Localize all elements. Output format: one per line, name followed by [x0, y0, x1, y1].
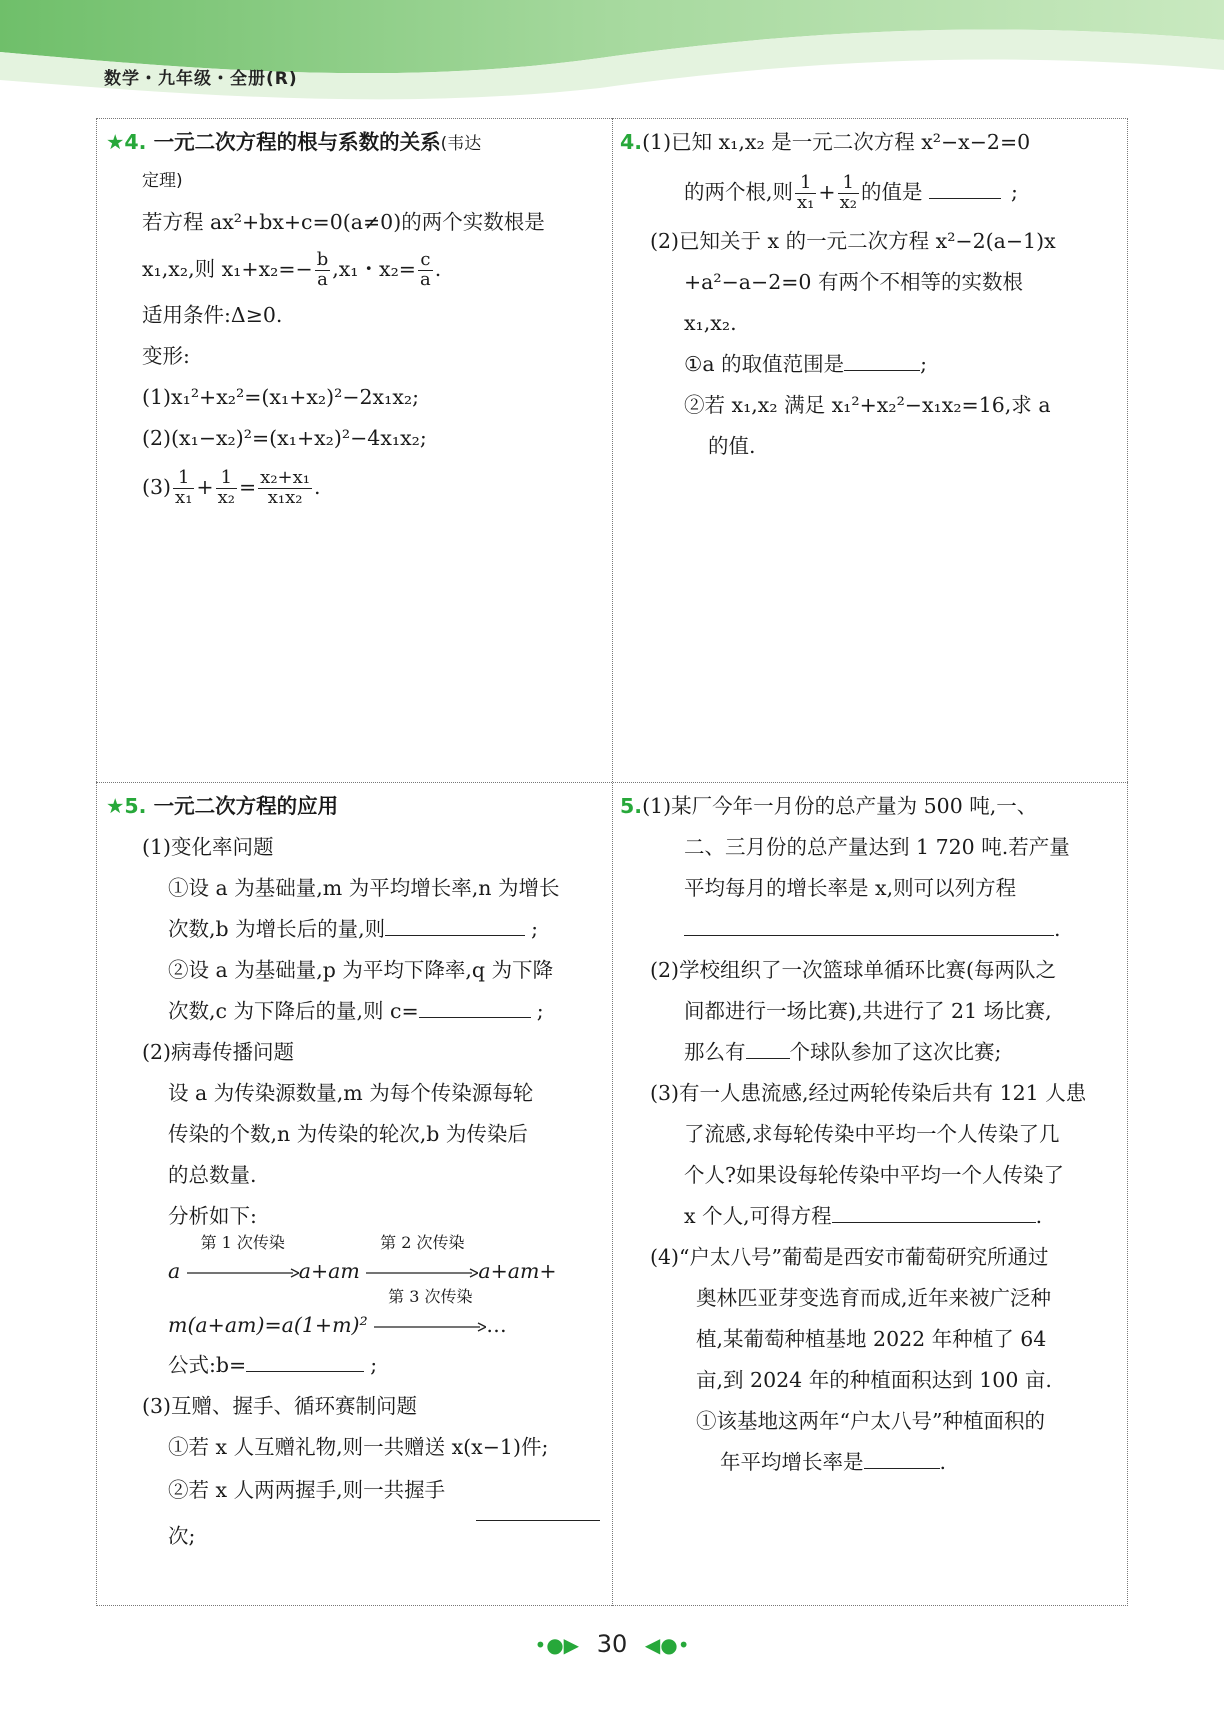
left-bottom-cell: [106, 786, 606, 1560]
exercise-5-q4-line4: 亩,到 2024 年的种植面积达到 100 亩.: [696, 1368, 1052, 1392]
answer-blank[interactable]: [419, 991, 531, 1018]
exercise-5-q1-line1: 5.(1)某厂今年一月份的总产量为 500 吨,一、: [620, 794, 1038, 818]
exercise-5-q2-line1: (2)学校组织了一次篮球单循环比赛(每两队之: [650, 958, 1057, 982]
fraction-c-over-a: $\frac{c}{a}$: [420, 249, 431, 290]
transform-3: (3) $\frac{1}{\text{x₁}}$ + $\frac{1}{\text{x₂}}$ = $\frac{\text{x₂+x₁}}{\text{x₁x₂}}$ .: [142, 467, 321, 508]
spread-arrow-1: 第 1 次传染: [187, 1251, 299, 1291]
theorem-line-1: 若方程 ax²+bx+c=0(a≠0)的两个实数根是: [142, 210, 545, 234]
exercise-5-q3-line1: (3)有一人患流感,经过两轮传染后共有 121 人患: [650, 1081, 1087, 1105]
virus-line1: 设 a 为传染源数量,m 为每个传染源每轮: [168, 1081, 534, 1105]
exercise-5-q4-line3: 植,某葡萄种植基地 2022 年种植了 64: [696, 1327, 1047, 1351]
answer-blank[interactable]: [844, 344, 920, 371]
exercise-5-q4-i-cont: 年平均增长率是 .: [620, 1442, 1125, 1483]
gift-line: ①若 x 人互赠礼物,则一共赠送 x(x−1)件;: [168, 1435, 549, 1459]
answer-blank[interactable]: [929, 172, 1001, 199]
rate-b-line2: 次数,c 为下降后的量,则 c= ;: [106, 991, 606, 1032]
answer-blank[interactable]: [684, 909, 1054, 936]
exercise-5-q3-line3: 个人?如果设每轮传染中平均一个人传染了: [684, 1163, 1064, 1187]
rate-a-line1: ①设 a 为基础量,m 为平均增长率,n 为增长: [168, 876, 560, 900]
exercise-5-q4-i: ①该基地这两年“户太八号”种植面积的: [696, 1409, 1045, 1433]
exercise-4-q2-ii: ②若 x₁,x₂ 满足 x₁²+x₂²−x₁x₂=16,求 a: [684, 393, 1051, 417]
rate-b-line1: ②设 a 为基础量,p 为平均下降率,q 为下降: [168, 958, 554, 982]
exercise-5-q1-line2: 二、三月份的总产量达到 1 720 吨.若产量: [684, 835, 1070, 859]
theorem-product: ,x₁・x₂=: [332, 257, 416, 281]
handshake-line: ②若 x 人两两握手,则一共握手: [168, 1478, 446, 1502]
answer-blank[interactable]: [864, 1442, 940, 1469]
horizontal-divider: [96, 782, 1128, 783]
exercise-4-q2-line3: x₁,x₂.: [684, 311, 737, 335]
section-number: 5.: [124, 794, 147, 818]
exercise-5-q4-line2: 奥林匹亚芽变选育而成,近年来被广泛种: [696, 1286, 1052, 1310]
answer-blank[interactable]: [385, 909, 525, 936]
gift-handshake-title: (3)互赠、握手、循环赛制问题: [142, 1394, 418, 1418]
exercise-5-q1-line3: 平均每月的增长率是 x,则可以列方程: [684, 876, 1017, 900]
section-number: 4.: [124, 130, 147, 154]
answer-blank[interactable]: [246, 1345, 364, 1372]
exercise-4-q2-line1: (2)已知关于 x 的一元二次方程 x²−2(a−1)x: [650, 229, 1056, 253]
section-note-cont: 定理): [142, 171, 183, 191]
exercise-5-q4-line1: (4)“户太八号”葡萄是西安市葡萄研究所通过: [650, 1245, 1049, 1269]
page-footer: [0, 1630, 1224, 1658]
answer-blank[interactable]: [832, 1196, 1036, 1223]
section-title: 一元二次方程的根与系数的关系: [153, 130, 441, 154]
exercise-5-q3-line4: x 个人,可得方程 .: [620, 1196, 1125, 1237]
virus-line4: 分析如下:: [168, 1204, 257, 1228]
fraction-b-over-a: $\frac{b}{a}$: [316, 249, 329, 290]
star-icon: ★: [106, 794, 125, 818]
spread-arrow-2: 第 2 次传染: [366, 1251, 478, 1291]
transform-label: 变形:: [142, 344, 190, 368]
star-icon: ★: [106, 130, 125, 154]
condition-line: 适用条件:Δ≥0.: [142, 303, 283, 327]
theorem-line-2: x₁,x₂,则 x₁+x₂=− $\frac{b}{a}$ ,x₁・x₂= $\frac{c}{a}$ .: [142, 249, 442, 290]
virus-line3: 的总数量.: [168, 1163, 257, 1187]
vertical-divider: [612, 118, 613, 1606]
section-4-heading: [106, 122, 606, 165]
rate-problem-title: (1)变化率问题: [142, 835, 274, 859]
exercise-4-q2-ii-cont: 的值.: [708, 434, 756, 458]
exercise-number: 5.: [620, 794, 643, 818]
section-title: 一元二次方程的应用: [153, 794, 339, 818]
exercise-5-q3-line2: 了流感,求每轮传染中平均一个人传染了几: [684, 1122, 1060, 1146]
virus-problem-title: (2)病毒传播问题: [142, 1040, 295, 1064]
header-band: [0, 0, 1224, 110]
section-5-heading: [106, 786, 606, 827]
answer-blank[interactable]: [746, 1032, 790, 1059]
transform-2: (2)(x₁−x₂)²=(x₁+x₂)²−4x₁x₂;: [142, 426, 427, 450]
right-arrow-decoration-icon: ◀●•: [644, 1633, 690, 1657]
theorem-sum: x₁,x₂,则 x₁+x₂=−: [142, 257, 313, 281]
header-wave-decoration: [0, 0, 1224, 110]
handshake-line-cont: 次;: [106, 1512, 606, 1560]
right-top-cell: [620, 122, 1125, 467]
left-arrow-decoration-icon: •●▶: [534, 1633, 580, 1657]
spread-formula: 公式:b= ;: [106, 1345, 606, 1386]
header-title: 数学・九年级・全册(R): [104, 69, 298, 89]
exercise-5-q2-line3: 那么有 个球队参加了这次比赛;: [620, 1032, 1125, 1073]
section-note: (韦达: [440, 134, 482, 154]
exercise-4-q1-line2: 的两个根,则 $\frac{1}{\text{x₁}}$ + $\frac{1}{\text{x₂}}$ 的值是 ;: [684, 172, 1018, 213]
exercise-5-q2-line2: 间都进行一场比赛),共进行了 21 场比赛,: [684, 999, 1052, 1023]
left-top-cell: [106, 122, 606, 515]
right-bottom-cell: [620, 786, 1125, 1483]
page-number: 30: [596, 1630, 628, 1658]
spread-flow-line1: a 第 1 次传染 a+am 第 2 次传染 a+am+: [106, 1251, 606, 1291]
transform-1: (1)x₁²+x₂²=(x₁+x₂)²−2x₁x₂;: [142, 385, 420, 409]
exercise-5-q1-line4: .: [620, 909, 1125, 950]
rate-a-line2: 次数,b 为增长后的量,则 ;: [106, 909, 606, 950]
exercise-4-q2-line2: +a²−a−2=0 有两个不相等的实数根: [684, 270, 1023, 294]
spread-arrow-3: 第 3 次传染: [374, 1305, 486, 1345]
exercise-4-q2-i: ①a 的取值范围是 ;: [620, 344, 1125, 385]
exercise-number: 4.: [620, 130, 643, 154]
answer-blank[interactable]: [476, 1494, 600, 1521]
spread-flow-line2: m(a+am)=a(1+m)² 第 3 次传染 …: [106, 1305, 606, 1345]
exercise-4-q1-line1: 4.(1)已知 x₁,x₂ 是一元二次方程 x²−x−2=0: [620, 130, 1031, 154]
virus-line2: 传染的个数,n 为传染的轮次,b 为传染后: [168, 1122, 528, 1146]
